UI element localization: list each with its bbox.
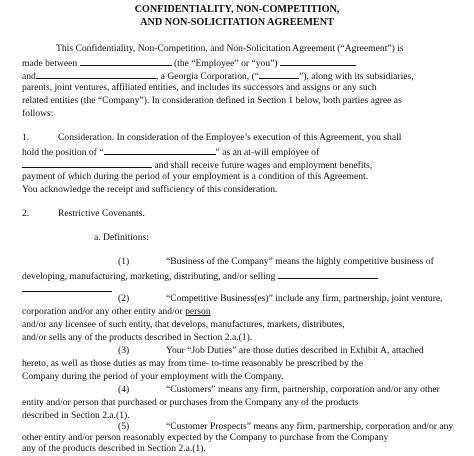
definition-1-line-1: “Business of the Company” means the highly competitive business of <box>166 256 434 267</box>
definition-3-line-3: Company during the period of your employment with the Company. <box>22 371 284 382</box>
definition-2-line-2 <box>22 306 211 318</box>
section-2a-heading: a. Definitions: <box>94 232 149 243</box>
intro-line-4: parents, joint ventures, affiliated entities, and includes its successors and assigns or any such <box>22 82 377 93</box>
intro-made-between: made between <box>22 58 78 69</box>
person-link[interactable]: person <box>185 306 211 317</box>
business-description-text: developing, manufacturing, marketing, distributing, and/or selling <box>22 271 276 282</box>
intro-line-2 <box>22 56 356 70</box>
definition-4-number: (4) <box>118 384 130 395</box>
definition-2-number: (2) <box>118 293 130 304</box>
products-blank-continued[interactable] <box>22 282 112 292</box>
wages-benefits-text: and shall receive future wages and employment benefits, <box>154 160 373 171</box>
section-2-heading: Restrictive Covenants. <box>58 208 145 219</box>
section-1-line-5: You acknowledge the receipt and sufficiency of this consideration. <box>22 184 278 195</box>
employee-address-blank[interactable] <box>280 56 356 66</box>
document-title-line-1: CONFIDENTIALITY, NON-COMPETITION, <box>134 4 340 15</box>
intro-and: and <box>22 71 36 82</box>
intro-subsidiaries: ”), along with its subsidiaries, <box>299 71 414 82</box>
company-abbrev-blank[interactable] <box>259 69 299 79</box>
section-1-line-3 <box>22 158 372 172</box>
competitive-entities-text: corporation and/or any other entity and/or <box>22 306 183 317</box>
definition-4-line-2: entity and/or person that purchased or purchases from the Company any of the products <box>22 397 359 408</box>
intro-line-3 <box>22 69 414 83</box>
section-1-number: 1. <box>22 132 30 143</box>
document-title-line-2: AND NON-SOLICITATION AGREEMENT <box>140 17 334 28</box>
intro-employee-def: (the “Employee” or “you”) <box>173 58 278 69</box>
definition-5-line-1: “Customer Prospects” means any firm, partnership, corporation and/or any <box>166 421 454 432</box>
employee-name-blank[interactable] <box>80 56 172 66</box>
definition-2-line-4: and/or sells any of the products described in Section 2.a.(1). <box>22 332 253 343</box>
position-label: hold the position of “ <box>22 147 104 158</box>
definition-5-number: (5) <box>118 421 130 432</box>
definition-5-line-2: other entity and/or person reasonably expected by the Company to purchase from the Company <box>22 432 389 443</box>
definition-3-line-1: Your “Job Duties” are those duties described in Exhibit A, attached <box>166 345 424 356</box>
at-will-employee-text: ” as an at-will employee of <box>215 147 320 158</box>
definition-5-line-3: any of the products described in Section 2.a.(1). <box>22 443 206 454</box>
section-2-number: 2. <box>22 208 30 219</box>
definition-2-line-3: and/or any licensee of such entity, that develops, manufactures, markets, distributes, <box>22 319 345 330</box>
section-1-line-2 <box>22 145 319 159</box>
products-blank[interactable] <box>278 269 378 279</box>
definition-1-line-3 <box>22 282 112 296</box>
intro-georgia-corp: , a Georgia Corporation, (“ <box>155 71 260 82</box>
section-1-line-4: payment of which during the period of your employment is a condition of this Agreement. <box>22 171 369 182</box>
definition-2-line-1: “Competitive Business(es)” include any firm, partnership, joint venture, <box>166 293 443 304</box>
intro-line-6: follows: <box>22 108 54 119</box>
section-1-line-1: Consideration. In consideration of the Employee’s execution of this Agreement, you shall <box>58 132 402 143</box>
intro-line-1: This Confidentiality, Non-Competition, and Non-Solicitation Agreement (“Agreement”) is <box>56 43 404 54</box>
definition-4-line-3: described in Section 2.a.(1). <box>22 410 130 421</box>
position-title-blank[interactable] <box>104 145 216 155</box>
definition-1-number: (1) <box>118 256 130 267</box>
definition-4-line-1: “Customers” means any firm, partnership, corporation and/or any other <box>166 384 440 395</box>
definition-1-line-2 <box>22 269 378 283</box>
employer-name-blank[interactable] <box>22 158 152 168</box>
company-name-blank[interactable] <box>36 69 156 79</box>
intro-line-5: related entities (the “Company”). In consideration defined in Section 1 below, both parties agree as <box>22 95 402 106</box>
definition-3-number: (3) <box>118 345 130 356</box>
definition-3-line-2: hereto, as well as those duties as may from time- to-time reasonably be prescribed by the <box>22 358 364 369</box>
